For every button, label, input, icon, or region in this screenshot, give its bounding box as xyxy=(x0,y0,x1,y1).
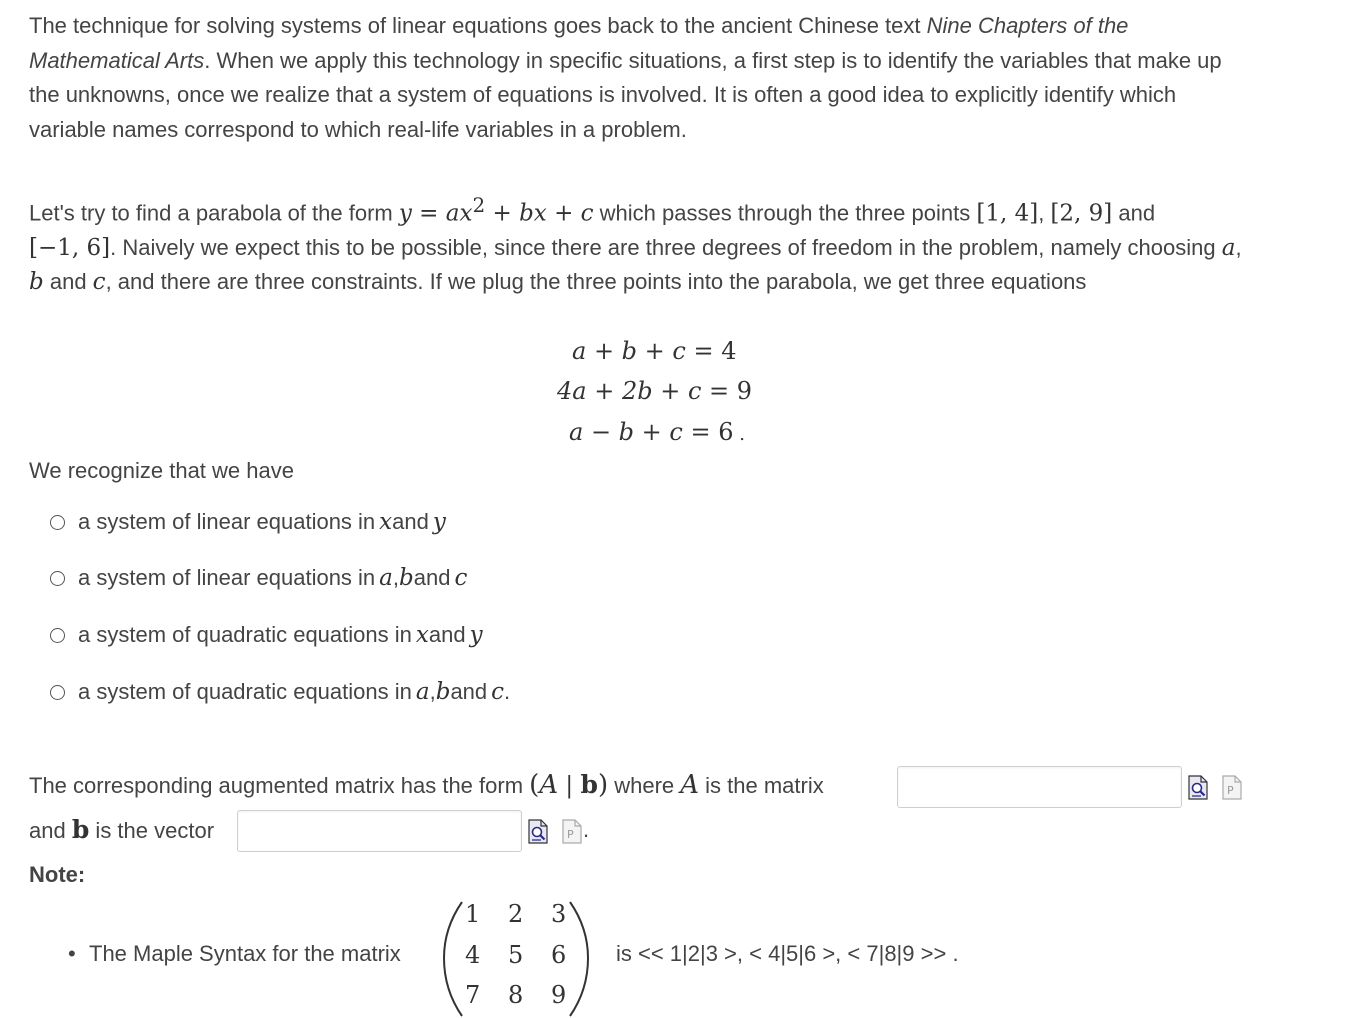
option-text: a system of quadratic equations in xyxy=(78,679,412,704)
option-and: and xyxy=(413,565,451,590)
parabola-text-3: . Naively we expect this to be possible, since there are three degrees of freedom in the problem, namely choosing xyxy=(110,234,1222,260)
preview-icon[interactable] xyxy=(528,819,548,844)
parabola-text-1: Let's try to find a parabola of the form xyxy=(29,200,399,226)
option-mid: , xyxy=(429,679,436,704)
matrix-right-paren xyxy=(562,898,592,1018)
equation-2-lhs: 4a + 2b + c xyxy=(557,377,702,405)
maple-syntax-line xyxy=(616,941,959,967)
formula-y: y xyxy=(398,200,412,227)
option-text: a system of linear equations in xyxy=(78,565,376,590)
augmented-line-1 xyxy=(29,770,824,800)
option-text: a system of linear equations in xyxy=(78,509,376,534)
radio-button[interactable] xyxy=(50,515,65,530)
vector-input[interactable] xyxy=(237,810,522,852)
radio-button[interactable] xyxy=(50,685,65,700)
parabola-text-2: which passes through the three points xyxy=(593,200,977,226)
option-mid: and xyxy=(428,622,466,647)
option-mid: , xyxy=(392,565,400,590)
var-c: c xyxy=(92,269,106,296)
equation-3 xyxy=(569,418,745,446)
matrix-cell: 7 xyxy=(465,981,481,1009)
option-var-2: b xyxy=(435,679,451,705)
option-var-1: a xyxy=(415,679,430,705)
option-linear-xy[interactable] xyxy=(50,507,446,537)
equation-2-rhs: = 9 xyxy=(709,377,753,405)
intro-text-1: The technique for solving systems of linear equations goes back to the ancient Chinese text xyxy=(29,13,927,38)
bullet: • xyxy=(68,941,76,966)
and-text-2: and xyxy=(43,269,93,295)
book-title: Nine Chapters of the Mathematical Arts xyxy=(29,13,1129,73)
maple-syntax: << 1|2|3 >, < 4|5|6 >, < 7|8|9 >> xyxy=(638,941,947,966)
option-mid: and xyxy=(392,509,429,534)
palette-icon[interactable] xyxy=(562,819,582,844)
maple-text: The Maple Syntax for the matrix xyxy=(89,941,401,966)
and-text: and xyxy=(1112,200,1156,226)
form-A: A xyxy=(539,770,559,800)
intro-text-2: . When we apply this technology in specific situations, a first step is to identify the variables that make up the unknowns, once we realize that a system of equations is involved. It is often a good idea to explicitly identify which variable names correspond to which real-life variables in a problem. xyxy=(29,47,1222,142)
augmented-text-1: The corresponding augmented matrix has the form xyxy=(29,773,530,798)
paren-open: ( xyxy=(529,770,540,800)
option-var-3: c xyxy=(454,565,468,591)
option-tail: . xyxy=(504,679,511,704)
option-var-2: b xyxy=(399,565,414,591)
point-1: [1, 4] xyxy=(976,200,1039,227)
preview-icon[interactable] xyxy=(1188,775,1208,800)
formula-exponent: 2 xyxy=(472,193,486,217)
option-quadratic-xy[interactable] xyxy=(50,620,483,650)
augmented-text-2: where xyxy=(608,773,681,798)
syntax-period: . xyxy=(952,941,959,966)
paren-close: ) xyxy=(597,770,609,800)
matrix-input[interactable] xyxy=(897,766,1182,808)
option-and: and xyxy=(450,679,488,704)
comma: , xyxy=(1235,234,1242,260)
option-text: a system of quadratic equations in xyxy=(78,622,412,647)
matrix-cell: 3 xyxy=(551,900,567,928)
var-b: b xyxy=(29,269,44,296)
var-a: a xyxy=(1221,234,1236,261)
equation-1-rhs: = 4 xyxy=(693,337,737,365)
radio-button[interactable] xyxy=(50,571,65,586)
augmented-line-2 xyxy=(29,815,214,844)
parabola-text-4: , and there are three constraints. If we plug the three points into the parabola, we get three equations xyxy=(105,269,1087,295)
formula-ax: ax xyxy=(445,200,473,227)
option-var-1: x xyxy=(415,622,429,648)
is-text: is xyxy=(616,941,638,966)
equation-1-lhs: a + b + c xyxy=(572,337,686,365)
var-b-bold: b xyxy=(71,815,90,844)
formula-rest: + bx + c xyxy=(485,200,594,227)
end-period: . xyxy=(583,817,590,842)
formula-eq: = xyxy=(411,200,446,227)
option-var-2: y xyxy=(469,622,483,648)
point-2: [2, 9] xyxy=(1050,200,1113,227)
option-var-1: x xyxy=(379,509,393,535)
option-var-2: y xyxy=(432,509,446,535)
option-var-1: a xyxy=(379,565,393,591)
matrix-cell: 9 xyxy=(551,981,567,1009)
note-label: Note: xyxy=(29,862,86,887)
matrix-cell: 1 xyxy=(465,900,481,928)
augmented-text-5: is the vector xyxy=(89,818,215,843)
equation-3-period: . xyxy=(739,424,745,445)
augmented-text-4: and xyxy=(29,818,72,843)
equation-3-rhs: = 6 xyxy=(690,418,734,446)
augmented-text-3: is the matrix xyxy=(699,773,824,798)
equation-3-lhs: a − b + c xyxy=(569,418,683,446)
question-text: We recognize that we have xyxy=(29,458,294,483)
option-linear-abc[interactable] xyxy=(50,563,467,593)
var-A: A xyxy=(680,770,700,800)
svg-text:P: P xyxy=(567,828,574,841)
svg-text:P: P xyxy=(1227,784,1234,797)
option-quadratic-abc[interactable] xyxy=(50,677,510,707)
equation-1 xyxy=(572,337,737,365)
intro-paragraph xyxy=(29,9,1249,147)
matrix-cell: 2 xyxy=(508,900,524,928)
palette-icon[interactable] xyxy=(1222,775,1242,800)
matrix-cell: 4 xyxy=(465,941,481,969)
radio-button[interactable] xyxy=(50,628,65,643)
form-b: b xyxy=(580,770,598,799)
equation-2 xyxy=(557,377,752,405)
matrix-cell: 8 xyxy=(508,981,524,1009)
point-3: [−1, 6] xyxy=(29,234,111,261)
sep: , xyxy=(1038,200,1051,226)
form-bar: | xyxy=(558,773,581,799)
option-var-3: c xyxy=(491,679,505,705)
matrix-cell: 5 xyxy=(508,941,524,969)
matrix-cell: 6 xyxy=(551,941,567,969)
parabola-paragraph xyxy=(29,188,1249,300)
